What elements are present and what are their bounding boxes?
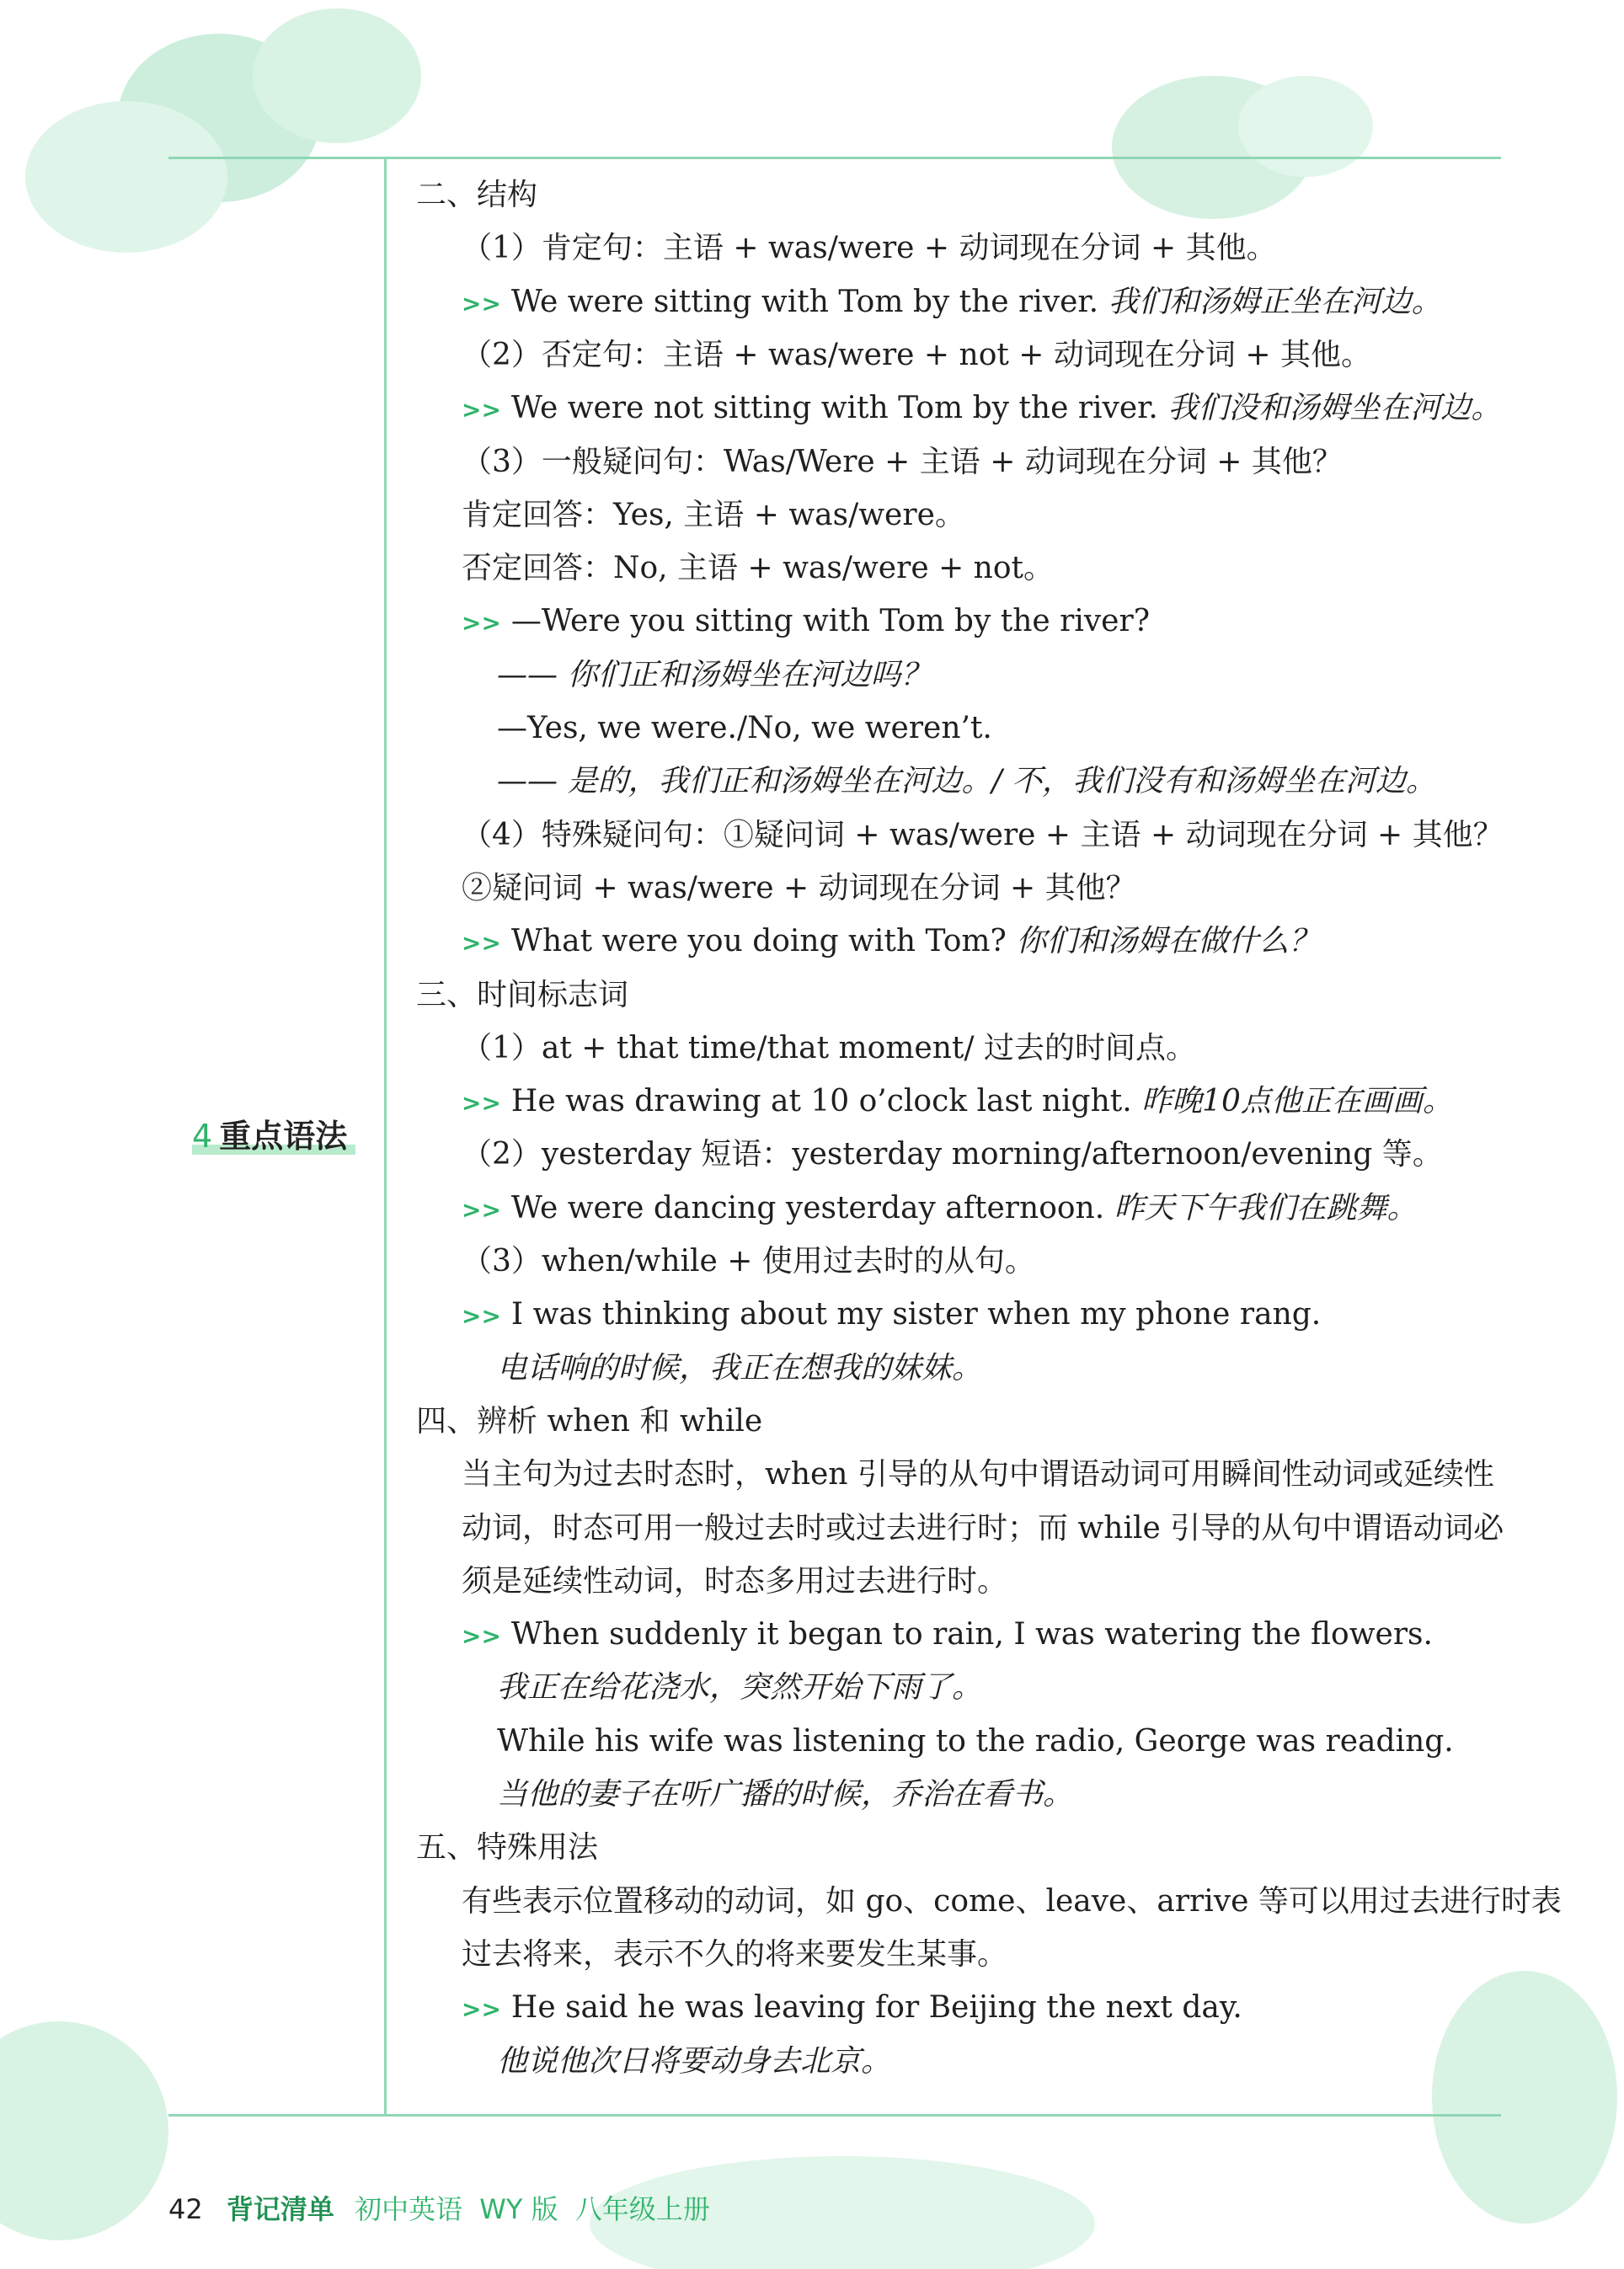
line-text: —Yes, we were./No, we weren’t. [497,711,992,745]
line-text: We were not sitting with Tom by the river. [510,391,1168,425]
example-arrow-icon: >> [462,1302,501,1330]
line-text: He was drawing at 10 o’clock last night. [510,1084,1142,1118]
decor-cloud [25,101,227,253]
line-text: He said he was leaving for Beijing the next day. [510,1990,1242,2025]
text-line [497,710,992,747]
translation-text: 我们没和汤姆坐在河边。 [1167,391,1502,425]
example-arrow-icon: >> [462,290,501,318]
line-text: 过去将来，表示不久的将来要发生某事。 [462,1937,1008,1972]
text-line [462,1563,1007,1600]
text-line [462,1456,1494,1493]
page-footer [168,2188,719,2227]
text-line [462,1030,1196,1067]
translation-text: 电话响的时候，我正在想我的妹妹。 [497,1351,983,1385]
line-text: （3）when/while + 使用过去时的从句。 [462,1244,1035,1279]
top-rule-line [168,157,1501,159]
text-line [462,444,1343,481]
decor-cloud [253,8,421,143]
line-text: 肯定回答：Yes, 主语 + was/were。 [462,498,965,532]
line-text: （2）yesterday 短语：yesterday morning/afternoon/evening 等。 [462,1137,1443,1172]
translation-text: —— 你们正和汤姆坐在河边吗？ [497,658,932,692]
bottom-rule-line [168,2114,1501,2117]
translation-text: 昨天下午我们在跳舞。 [1114,1191,1418,1225]
text-line [462,337,1371,374]
text-line [462,1243,1035,1280]
book-title: 背记清单 [226,2193,334,2225]
example-arrow-icon: >> [462,1196,501,1224]
example-line [462,603,1150,642]
section-side-title [192,1110,347,1156]
text-line [497,1723,1454,1760]
line-text: 五、特殊用法 [416,1830,599,1865]
line-text: （3）一般疑问句：Was/Were + 主语 + 动词现在分词 + 其他？ [462,445,1343,479]
text-line [462,1136,1443,1173]
text-line [462,497,965,534]
example-arrow-icon: >> [462,1622,501,1650]
example-line [462,1616,1433,1655]
translation-text: 当他的妻子在听广播的时候，乔治在看书。 [497,1777,1074,1812]
line-text: We were dancing yesterday afternoon. [510,1191,1114,1225]
text-line [462,1936,1007,1973]
example-line [462,923,1319,962]
line-text: （4）特殊疑问句：①疑问词 + was/were + 主语 + 动词现在分词 + 其他？ [462,818,1504,852]
line-text: We were sitting with Tom by the river. [510,285,1108,319]
text-line [497,1350,982,1387]
column-divider [384,157,387,2114]
text-line [497,657,931,694]
section-heading [416,977,628,1014]
line-text: 三、时间标志词 [416,978,629,1012]
example-arrow-icon: >> [462,396,501,424]
line-text: 有些表示位置移动的动词，如 go、come、leave、arrive 等可以用过去进行时表 [462,1884,1562,1919]
line-text: ②疑问词 + was/were + 动词现在分词 + 其他？ [462,871,1136,905]
text-line [497,2043,891,2080]
text-line [462,1510,1504,1547]
section-number: 4 [192,1118,213,1155]
translation-text: 我们和汤姆正坐在河边。 [1108,285,1442,319]
line-text: 否定回答：No, 主语 + was/were + not。 [462,551,1055,585]
translation-text: 你们和汤姆在做什么？ [1016,924,1320,958]
example-line [462,1190,1418,1229]
example-line [462,1989,1242,2028]
section-label: 重点语法 [219,1118,348,1155]
line-text: While his wife was listening to the radio, George was reading. [497,1724,1454,1759]
grade: 八年级上册 [574,2193,710,2225]
line-text: （1）at + that time/that moment/ 过去的时间点。 [462,1031,1196,1065]
example-arrow-icon: >> [462,929,501,957]
section-heading [416,177,537,214]
example-line [462,1296,1321,1335]
line-text: 动词，时态可用一般过去时或过去进行时；而 while 引导的从句中谓语动词必 [462,1511,1504,1546]
decor-foliage [1432,1971,1617,2224]
translation-text: 我正在给花浇水，突然开始下雨了。 [497,1670,983,1705]
line-text: When suddenly it began to rain, I was watering the flowers. [510,1617,1433,1652]
decor-foliage [0,2021,168,2240]
text-line [462,550,1054,587]
line-text: 四、辨析 when 和 while [416,1404,763,1439]
translation-text: 他说他次日将要动身去北京。 [497,2044,892,2079]
text-line [462,817,1504,854]
example-arrow-icon: >> [462,1089,501,1117]
text-line [497,1776,1073,1813]
example-arrow-icon: >> [462,1995,501,2023]
edition: WY 版 [479,2193,558,2225]
line-text: （2）否定句：主语 + was/were + not + 动词现在分词 + 其他。 [462,338,1371,372]
text-line [497,763,1436,800]
example-line [462,1083,1453,1122]
line-text: （1）肯定句：主语 + was/were + 动词现在分词 + 其他。 [462,231,1277,265]
example-line [462,284,1442,323]
translation-text: —— 是的，我们正和汤姆坐在河边。/ 不，我们没有和汤姆坐在河边。 [497,764,1437,798]
subject: 初中英语 [355,2193,463,2225]
line-text: 须是延续性动词，时态多用过去进行时。 [462,1564,1008,1599]
line-text: I was thinking about my sister when my phone rang. [510,1297,1322,1332]
line-text: 当主句为过去时态时，when 引导的从句中谓语动词可用瞬间性动词或延续性 [462,1457,1494,1492]
line-text: 二、结构 [416,178,538,212]
page-number: 42 [168,2193,203,2225]
example-line [462,390,1501,429]
text-line [497,1669,982,1706]
line-text: What were you doing with Tom? [510,924,1017,958]
decor-cloud [1238,76,1373,177]
section-heading [416,1829,598,1866]
section-heading [416,1403,762,1440]
translation-text: 昨晚10点他正在画画。 [1141,1084,1453,1118]
example-arrow-icon: >> [462,609,501,637]
text-line [462,870,1136,907]
text-line [462,1883,1562,1920]
line-text: —Were you sitting with Tom by the river? [510,604,1150,638]
text-line [462,230,1277,267]
